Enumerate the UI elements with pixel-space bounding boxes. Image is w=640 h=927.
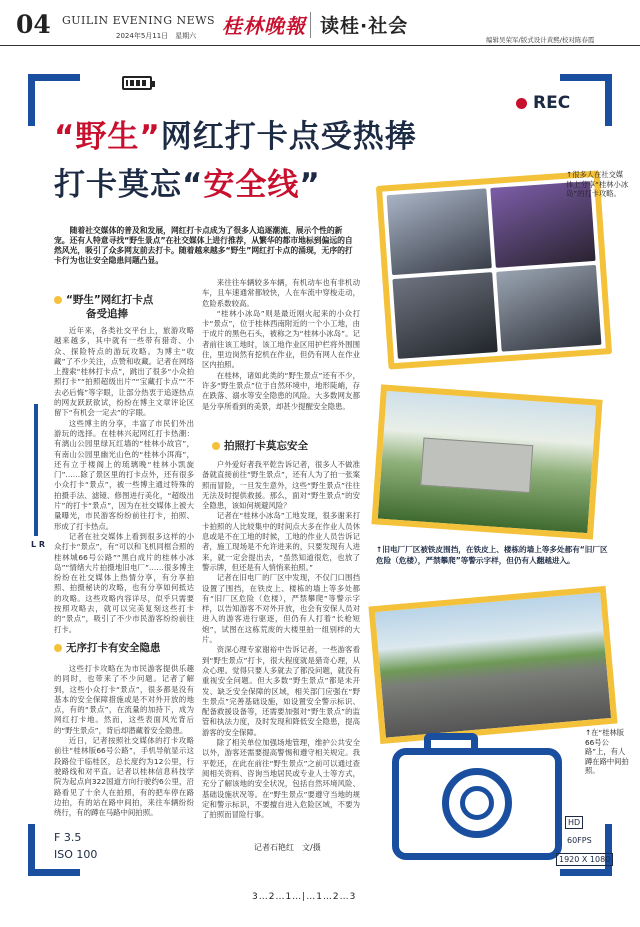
- exposure-readout: [54, 829, 97, 863]
- caption-arrow: ↑: [566, 170, 573, 179]
- caption-text: 旧电厂厂区被铁皮围挡，在铁皮上、楼栋的墙上等多处都有“旧厂区危险（危楼），严禁攀爬”等警示字样，但仍有人翻越进入。: [376, 545, 608, 565]
- section-heading-2: [212, 438, 362, 453]
- lr-label: L R: [31, 540, 46, 549]
- headline-part4: 安全线: [203, 167, 300, 203]
- viewfinder-corner-bottom-right: [560, 824, 612, 876]
- bullet-dot-icon: [54, 644, 62, 652]
- headline-part2: 网红打卡点受热捧: [160, 119, 417, 155]
- resolution-badge: 1920 X 1080: [556, 853, 613, 866]
- f-stop: F 3.5: [54, 831, 82, 844]
- paragraph: 在桂林，诸如此类的“野生景点”还有不少，许多“野生景点”位于自然环境中，地形陡峭，存在跌落、溺水等安全隐患的风险。大多数网友都是分享所看到的美景，却甚少提醒安全隐患。: [202, 370, 360, 411]
- bullet-dot-icon: [212, 442, 220, 450]
- paragraph: 记者在社交媒体上看到很多这样的小众打卡“景点”，有“可以和飞机同框合照的桂林城66号公路”“黑白成片的桂林小冰岛”“情绪大片拍摄地旧电厂”……很多博主纷纷在社交媒体上热情分享，有分享拍照、拍摄秘诀的攻略，也有分享如何抵达的攻略。这些攻略内容详尽，似乎只需要按照攻略去，就可以完美复刻这些打卡的“景点”，吸引了不少市民游客纷纷前往打卡。: [54, 531, 194, 634]
- paragraph: 近日，记者按照社交媒体的打卡攻略前往“桂林版66号公路”，手机导航显示这段路位于临桂区，总长度约为12公里，行驶路线和对平直。记者以桂林信息科技学院为起点向322国道方向行驶约6公里，沿路看见了十余人在拍照，有的把车停在路边拍，有的站在路中间拍，来往车辆纷纷绕行，有的蹲在马路中间拍照。: [54, 736, 194, 818]
- editor-credits: 编辑吴荣军/版式设计黄熙/校对陈春霞: [486, 36, 595, 44]
- photo-route-66-road: [368, 586, 617, 744]
- author-byline: 记者石艳红 文/摄: [254, 843, 321, 852]
- iso: ISO 100: [54, 848, 98, 861]
- date-text: 2024年5月11日: [116, 32, 169, 40]
- heading-line: 备受追捧: [86, 308, 128, 320]
- paragraph: 除了相关单位加强场地管理，维护公共安全以外，游客还需要提高警惕和遵守相关规定。我平乾还，在此在前往“野生景点”之前可以通过查阅相关资料、咨询当地居民或专业人士等方式，充分了解该地的安全状况，包括自然环境风险、基础设施状况等。在“野生景点”要遵守当地的规定和警示标识，不要擅自进入危险区域，不要为了拍照而冒险行事。: [202, 738, 360, 820]
- camera-lens-inner-icon: [460, 786, 494, 820]
- photo-tile: [392, 272, 497, 359]
- photo-caption-3: [585, 728, 631, 776]
- paragraph: 这些博主的分享，丰富了市民们外出游玩的选择。在桂林兴起网红打卡热潮：有漓山公园里绿瓦红墙的“桂林小故宫”，有南山公园里幽光山色的“桂林小洱海”，还有立于楼阁上的琉璃晚“桂林小凯旋门”……除了景区里的打卡点外，还有很多小众打卡“景点”，被一些博主通过特殊的拍摄手法、滤镜、修图进行美化，“超级出片”的打卡“景点”，因为在社交媒体上被大量曝光，市民游客纷纷前往打卡，拍照、形成了打卡热点。: [54, 418, 194, 531]
- paragraph: 资深心理专家谢裕中告诉记者，一些游客看到“野生景点”打卡，很大程度就是猎奇心理，从众心理。觉得只要人多就去了都没问题，就没有重视安全问题。但大多数“野生景点”都是未开发、缺乏安全保障的区域，相关部门应强在“野生景点”完善基础设施，如设置安全警示标识、配备救援设备等，还需要加强对“野生景点”的监管和执法力度，及时发现和降低安全隐患，提高游客的安全保障。: [202, 645, 360, 737]
- heading-line: 拍照打卡莫忘安全: [224, 440, 308, 452]
- caption-text: 很多人在社交媒体上分享“桂林小冰岛”的打卡攻略。: [566, 170, 629, 198]
- paragraph: 来往往车辆较多车辆，有机动车也有非机动车，且车速通常都较快，人在车流中穿梭走动，危险系数较高。: [202, 278, 360, 308]
- section-heading-3: [54, 640, 224, 655]
- headline-part1: “野生”: [54, 119, 161, 155]
- photo-tile: [496, 265, 601, 352]
- masthead-divider: [310, 12, 311, 38]
- photo-caption-1: [566, 170, 630, 199]
- headline-part3: 打卡莫忘“: [54, 167, 204, 203]
- paper-logo: 桂林晚報: [222, 14, 306, 38]
- paragraph: 记者在“桂林小冰岛”工地发现，很多谢来打卡拍照的人比较集中的时间点大多在作业人员休息或是不在工地的时候，工地的作业人员告诉记者，施工现场是不允许进来的，只要发现有人进来，就一定会提出去，“虽然知道很危，也放了警示牌，但还是有人悄悄来拍照。”: [202, 511, 360, 572]
- section-heading-1: [54, 293, 224, 321]
- issue-date: [116, 31, 196, 41]
- column-2b-body: [202, 460, 360, 832]
- column-2-body: [202, 278, 360, 432]
- paragraph: 户外爱好者我平乾告诉记者，很多人不做准备就直接前往“野生景点”，还有人为了拍一张案照而冒险，一旦发生意外，这些“野生景点”往往无法及时提供救援。那么，面对“野生景点”的安全隐患，该如何规避风险？: [202, 460, 360, 511]
- paragraph: 近年来，各类社交平台上，旅游攻略越来越多，其中就有一些带有猎奇、小众、探险特点的游玩攻略。为博主“收藏”了不少关注，点赞和收藏。记者在网络上搜索“桂林打卡点”，跳出了很多“小众拍照打卡”“拍照超级出片”“宝藏打卡点”“不去必后悔”等字眼，让部分热衷于追逐热点的网友跃跃欲试，纷纷在博主文章评论区留下“有机会一定去”的字眼。: [54, 326, 194, 418]
- caption-arrow: ↑: [585, 728, 592, 737]
- battery-icon: [122, 76, 152, 90]
- fps-label: 60FPS: [567, 836, 592, 845]
- caption-text: 在“桂林版66号公路”上，有人蹲在路中间拍照。: [585, 728, 629, 775]
- page-number: 04: [16, 10, 51, 39]
- weekday-text: 星期六: [175, 32, 197, 40]
- building-shape: [420, 438, 533, 494]
- section-title: 读桂·社会: [320, 15, 409, 37]
- heading-line: 无序打卡有安全隐患: [66, 642, 161, 654]
- hd-badge: HD: [565, 816, 583, 829]
- caption-arrow: ↑: [376, 545, 383, 554]
- level-indicator-bar: [34, 404, 38, 536]
- heading-line: “野生”网红打卡点: [66, 294, 154, 306]
- intro-paragraph: 随着社交媒体的普及和发展，网红打卡点成为了很多人追逐潮流、展示个性的新宠。还有人特意寻找“野生景点”在社交媒体上进行推荐，从繁华的都市地标到偏远的自然风光，吸引了众多网友前去打卡。随着越来越多“野生”网红打卡点的涌现，无序的打卡行为也让安全隐患问题凸显。: [54, 226, 353, 265]
- headline-part5: ”: [299, 167, 321, 203]
- photo-old-power-plant: [371, 384, 602, 539]
- rec-label: REC: [533, 93, 571, 113]
- column-1b-body: [54, 664, 194, 824]
- photo-social-media-screenshot: [376, 170, 612, 369]
- exposure-ruler: 3…2…1…|…1…2…3: [252, 892, 357, 902]
- column-1-body: [54, 326, 194, 634]
- paragraph: 这些打卡攻略在为市民游客提供乐趣的同时，也带来了不少问题。记者了解到，这些小众打卡“景点”，很多都是没有基本的安全保障措施或是不对外开放的地点，有的“景点”，在流量的加持下，成为网红打卡地。然而，这些表面风光背后的“野生景点”，背后却潜藏着安全隐患。: [54, 664, 194, 735]
- record-dot-icon: [516, 98, 527, 109]
- bullet-dot-icon: [54, 296, 62, 304]
- photo-tile: [387, 188, 492, 275]
- paragraph: “桂林小冰岛”则是最近刚火起来的小众打卡“景点”，位于桂林西南附近的一个小工地，由于成片的黑色石头，被称之为“桂林小冰岛”。记者前往该工地时，该工地作业区用护栏将外围围住，里边岗然有挖机在作业，但仍有网人在作业区内拍照。: [202, 308, 360, 370]
- paper-name-en: GUILIN EVENING NEWS: [62, 14, 216, 27]
- photo-caption-2: [376, 545, 608, 566]
- paragraph: 记者在旧电厂的厂区中发现，不仅门口围挡设置了围挡，在铁皮上、楼栋的墙上等多处都有“旧厂区危险（危楼），严禁攀爬”等警示字样，以告知游客不对外开放，也会有安保人员对进入的游客进行驱逐，但仍有人打着“长枪短炮”，试图在这栋荒废的大楼里拍一组别样的大片。: [202, 573, 360, 645]
